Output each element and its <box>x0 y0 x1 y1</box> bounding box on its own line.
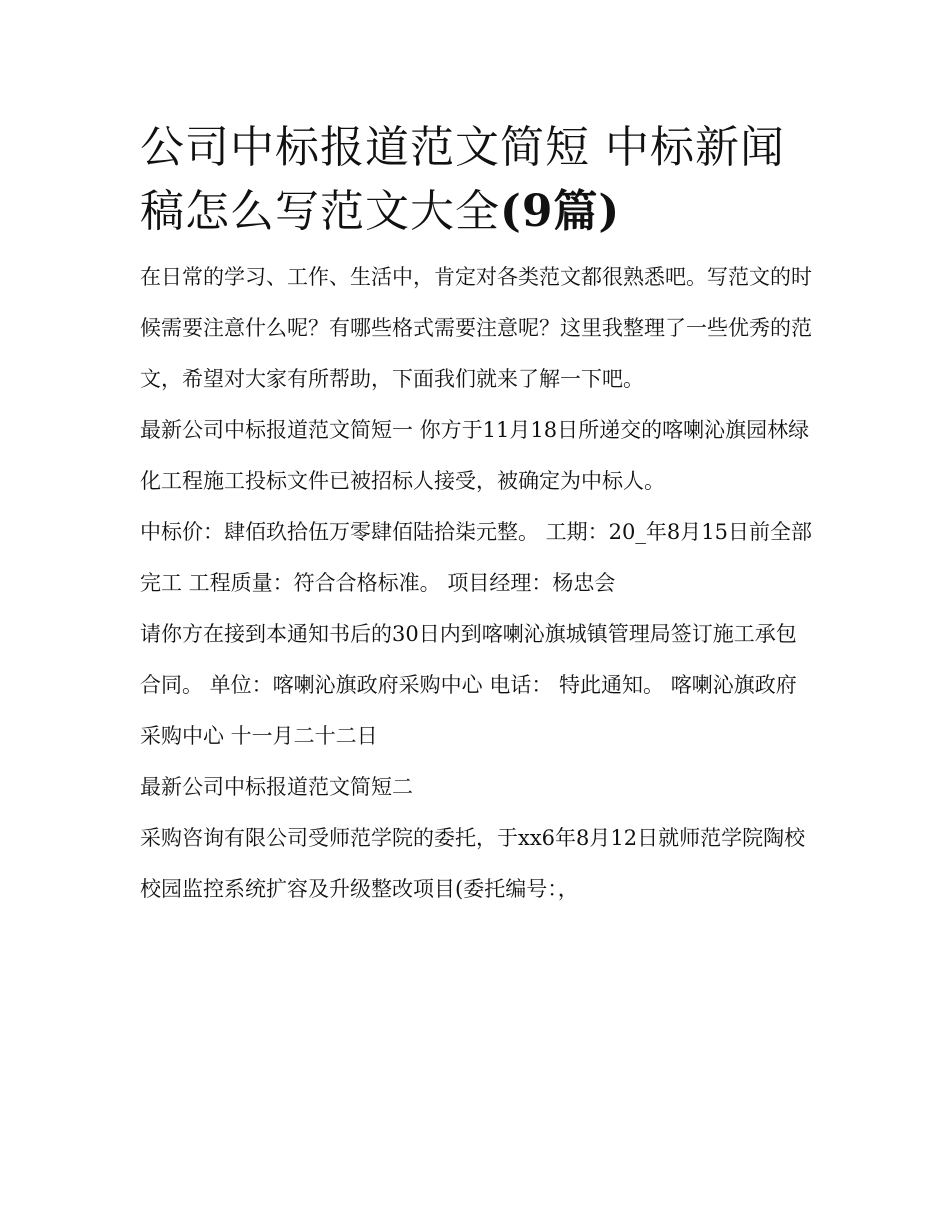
document-title-suffix: (9篇) <box>500 186 621 237</box>
document-title <box>140 116 815 244</box>
section-two-paragraph: 采购咨询有限公司受师范学院的委托，于xx6年8月12日就师范学院陶校校园监控系统扩容及升级整改项目(委托编号：， <box>140 826 806 901</box>
contract-notice-paragraph: 请你方在接到本通知书后的30日内到喀喇沁旗城镇管理局签订施工承包合同。 单位：喀喇沁旗政府采购中心 电话： 特此通知。 喀喇沁旗政府采购中心 十一月二十二日 <box>140 622 797 748</box>
document-page <box>140 116 815 915</box>
intro-paragraph: 在日常的学习、工作、生活中，肯定对各类范文都很熟悉吧。写范文的时候需要注意什么呢？有哪些格式需要注意呢？这里我整理了一些优秀的范文，希望对大家有所帮助，下面我们就来了解一下吧。 <box>140 265 812 391</box>
section-one-paragraph: 最新公司中标报道范文简短一 你方于11月18日所递交的喀喇沁旗园林绿化工程施工投标文件已被招标人接受，被确定为中标人。 <box>140 418 810 493</box>
section-two-heading: 最新公司中标报道范文简短二 <box>140 775 413 799</box>
document-title-main: 公司中标报道范文简短 中标新闻稿怎么写范文大全 <box>140 122 785 237</box>
bid-price-paragraph: 中标价：肆佰玖拾伍万零肆佰陆拾柒元整。 工期：20_年8月15日前全部完工 工程质量：符合合格标准。 项目经理：杨忠会 <box>140 520 812 595</box>
